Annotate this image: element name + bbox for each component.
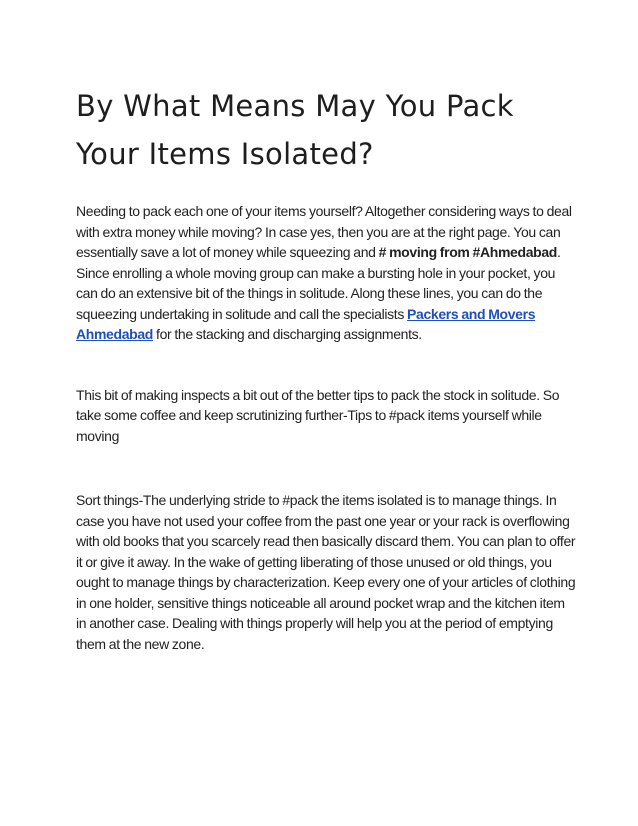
paragraph-intro [76, 201, 576, 345]
paragraph-intro-text-c: for the stacking and discharging assignments. [152, 326, 422, 342]
document-content [76, 82, 576, 654]
hashtag-moving-from-ahmedabad: # moving from #Ahmedabad [378, 244, 557, 260]
paragraph-tips: This bit of making inspects a bit out of the better tips to pack the stock in solitude. So take some coffee and keep scrutinizing further-Tips to #pack items yourself while moving [76, 386, 560, 444]
packers-movers-ahmedabad-link[interactable]: Packers and Movers Ahmedabad [76, 305, 536, 342]
title-line-2: Your Items Isolated? [76, 137, 374, 171]
page-title [76, 82, 576, 178]
title-line-1: By What Means May You Pack [76, 89, 514, 123]
paragraph-sort-things: Sort things-The underlying stride to #pack the items isolated is to manage things. In case you have not used your coffee from the past one year or your rack is overflowing with old books that you scarcely read then basically discard them. You can plan to offer it or give it away. In the wake of getting liberating of those unused or old things, you ought to manage things by characterization. Keep every one of your articles of clothing in one holder, sensitive things noticeable all around pocket wrap and the kitchen item in another case. Dealing with things properly will help you at the period of emptying them at the new zone. [76, 492, 576, 652]
paragraph-intro-text-a: Needing to pack each one of your items yourself? Altogether considering ways to deal with extra money while moving? In case yes, then you are at the right page. You can essentially save a lot of money while squeezing and [76, 203, 572, 260]
paragraph-intro-text-b: . Since enrolling a whole moving group can make a bursting hole in your pocket, you can do an extensive bit of the things in solitude. Along these lines, you can do the squeezing undertaking in solitude and call the specialists [76, 244, 561, 322]
